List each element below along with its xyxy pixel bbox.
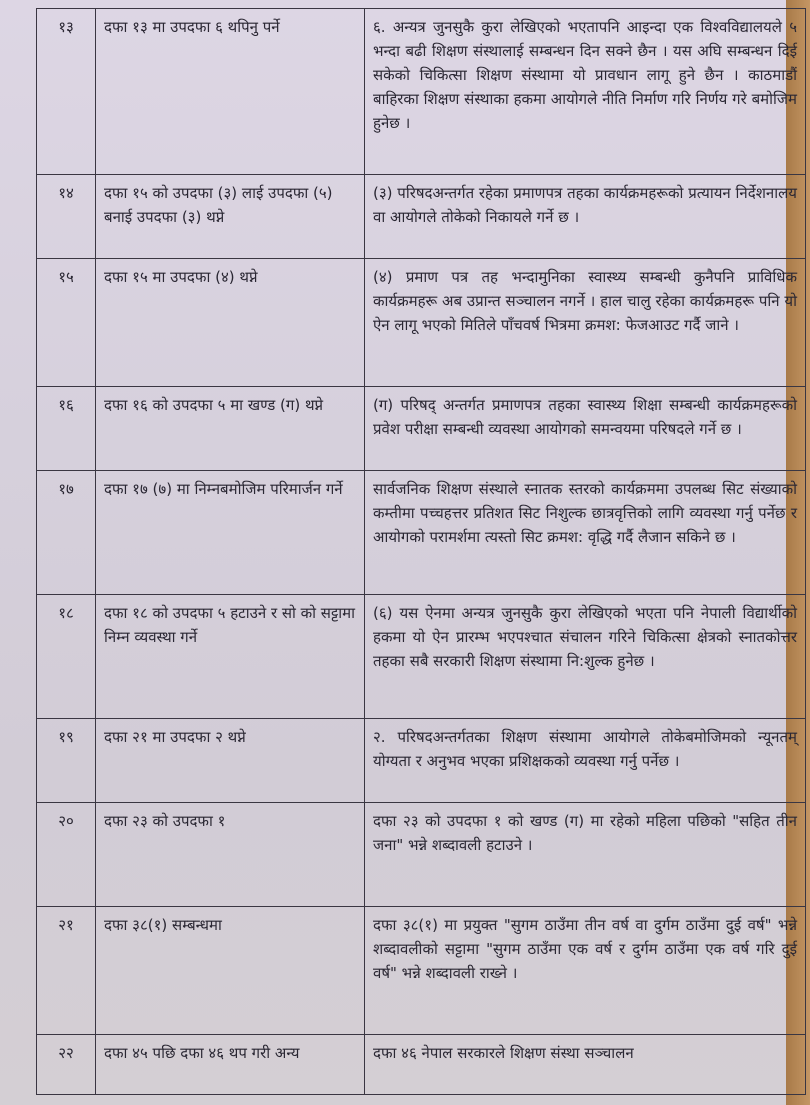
amendment-text: (३) परिषदअन्तर्गत रहेका प्रमाणपत्र तहका कार्यक्रमहरूको प्रत्यायन निर्देशनालय वा आयोगले तोकेको निकायले गर्ने छ । — [365, 175, 806, 259]
amendment-text: (ग) परिषद् अन्तर्गत प्रमाणपत्र तहका स्वास्थ्य शिक्षा सम्बन्धी कार्यक्रमहरूको प्रवेश परीक्षा सम्बन्धी व्यवस्था आयोगको समन्वयमा परिषदले गर्ने छ । — [365, 387, 806, 471]
table-row — [37, 595, 806, 719]
section-reference: दफा १६ को उपदफा ५ मा खण्ड (ग) थप्ने — [96, 387, 365, 471]
amendment-text: सार्वजनिक शिक्षण संस्थाले स्नातक स्तरको कार्यक्रममा उपलब्ध सिट संख्याको कम्तीमा पच्चहत्तर प्रतिशत सिट निशुल्क छात्रवृत्तिको लागि व्यवस्था गर्नु पर्नेछ र आयोगको परामर्शमा त्यस्तो सिट क्रमश: वृद्धि गर्दै लैजान सकिने छ । — [365, 471, 806, 595]
section-reference: दफा १३ मा उपदफा ६ थपिनु पर्ने — [96, 9, 365, 175]
table-row — [37, 1035, 806, 1095]
section-reference: दफा २३ को उपदफा १ — [96, 803, 365, 907]
row-number: १७ — [37, 471, 96, 595]
table-row — [37, 175, 806, 259]
amendment-text: दफा ४६ नेपाल सरकारले शिक्षण संस्था सञ्चालन — [365, 1035, 806, 1095]
section-reference: दफा १८ को उपदफा ५ हटाउने र सो को सट्टामा निम्न व्यवस्था गर्ने — [96, 595, 365, 719]
table-row — [37, 803, 806, 907]
table-row — [37, 9, 806, 175]
table-row — [37, 387, 806, 471]
section-reference: दफा २१ मा उपदफा २ थप्ने — [96, 719, 365, 803]
table-row — [37, 719, 806, 803]
amendment-text: दफा ३८(१) मा प्रयुक्त "सुगम ठाउँमा तीन वर्ष वा दुर्गम ठाउँमा दुई वर्ष" भन्ने शब्दावलीको सट्टामा "सुगम ठाउँमा एक वर्ष र दुर्गम ठाउँमा एक वर्ष गरि दुई वर्ष" भन्ने शब्दावली राख्ने । — [365, 907, 806, 1035]
table-row — [37, 907, 806, 1035]
section-reference: दफा १५ को उपदफा (३) लाई उपदफा (५) बनाई उपदफा (३) थप्ने — [96, 175, 365, 259]
section-reference: दफा १५ मा उपदफा (४) थप्ने — [96, 259, 365, 387]
amendment-text: (६) यस ऐनमा अन्यत्र जुनसुकै कुरा लेखिएको भएता पनि नेपाली विद्यार्थीको हकमा यो ऐन प्रारम्भ भएपश्चात संचालन गरिने चिकित्सा क्षेत्रको स्नातकोत्तर तहका सबै सरकारी शिक्षण संस्थामा नि:शुल्क हुनेछ । — [365, 595, 806, 719]
row-number: १३ — [37, 9, 96, 175]
amendment-text: ६. अन्यत्र जुनसुकै कुरा लेखिएको भएतापनि आइन्दा एक विश्वविद्यालयले ५ भन्दा बढी शिक्षण संस्थालाई सम्बन्धन दिन सक्ने छैन । यस अघि सम्बन्धन दिई सकेको चिकित्सा शिक्षण संस्थामा यो प्रावधान लागू हुने छैन । काठमाडौं बाहिरका शिक्षण संस्थाका हकमा आयोगले नीति निर्माण गरि निर्णय गरे बमोजिम हुनेछ । — [365, 9, 806, 175]
row-number: १८ — [37, 595, 96, 719]
amendment-text: (४) प्रमाण पत्र तह भन्दामुनिका स्वास्थ्य सम्बन्धी कुनैपनि प्राविधिक कार्यक्रमहरू अब उप्रान्त सञ्चालन नगर्ने । हाल चालु रहेका कार्यक्रमहरू पनि यो ऐन लागू भएको मितिले पाँचवर्ष भित्रमा क्रमश: फेजआउट गर्दै जाने । — [365, 259, 806, 387]
row-number: २१ — [37, 907, 96, 1035]
amendment-text: २. परिषदअन्तर्गतका शिक्षण संस्थामा आयोगले तोकेबमोजिमको न्यूनतम् योग्यता र अनुभव भएका प्रशिक्षकको व्यवस्था गर्नु पर्नेछ । — [365, 719, 806, 803]
row-number: २२ — [37, 1035, 96, 1095]
row-number: २० — [37, 803, 96, 907]
row-number: १५ — [37, 259, 96, 387]
amendment-table — [36, 8, 806, 1095]
amendment-text: दफा २३ को उपदफा १ को खण्ड (ग) मा रहेको महिला पछिको "सहित तीन जना" भन्ने शब्दावली हटाउने । — [365, 803, 806, 907]
row-number: १४ — [37, 175, 96, 259]
table-row — [37, 259, 806, 387]
row-number: १९ — [37, 719, 96, 803]
section-reference: दफा ३८(१) सम्बन्धमा — [96, 907, 365, 1035]
table-row — [37, 471, 806, 595]
row-number: १६ — [37, 387, 96, 471]
section-reference: दफा ४५ पछि दफा ४६ थप गरी अन्य — [96, 1035, 365, 1095]
section-reference: दफा १७ (७) मा निम्नबमोजिम परिमार्जन गर्ने — [96, 471, 365, 595]
